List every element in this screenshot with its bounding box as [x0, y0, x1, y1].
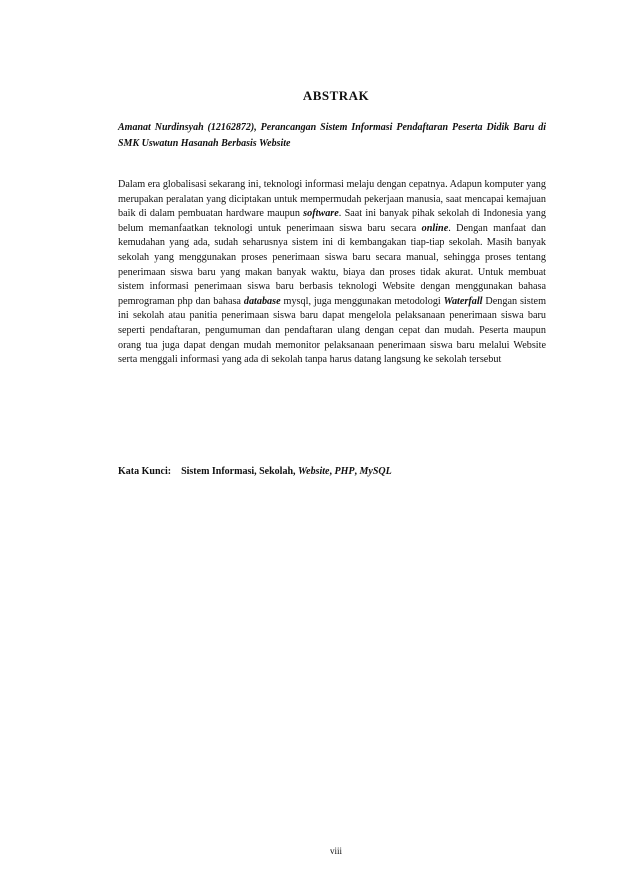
keyword-separator-2: , [354, 466, 357, 477]
abstract-emphasis-software: software [303, 208, 339, 220]
keyword-website: Website [298, 466, 330, 477]
keywords-plain: Sistem Informasi, Sekolah, [181, 466, 296, 477]
abstract-text-4: mysql, juga menggunakan metodologi [280, 295, 444, 307]
abstract-emphasis-database: database [243, 295, 281, 307]
keyword-mysql: MySQL [359, 466, 392, 477]
abstract-paragraph [118, 178, 546, 368]
thesis-title: Perancangan Sistem Informasi Pendaftaran Peserta Didik Baru di SMK Uswatun Hasanah Berbasis Website [118, 122, 547, 149]
abstract-emphasis-waterfall: Waterfall [443, 295, 483, 307]
author-name-id: Amanat Nurdinsyah (12162872), [118, 122, 257, 133]
keywords-line [118, 465, 546, 479]
abstract-text-3: . Dengan manfaat dan kemudahan yang ada, sudah seharusnya sistem ini di kembangakan tiap-tiap sekolah. Masih banyak sekolah yang menggunakan proses penerimaan siswa baru secara manual, sehingga proses tentang penerimaan siswa baru yang makan banyak waktu, biaya dan proses tidak akurat. Untuk membuat sistem informasi penerimaan siswa baru berbasis teknologi Website dengan menggunakan bahasa pemrograman php dan bahasa [118, 222, 547, 307]
keyword-separator-1: , [329, 466, 332, 477]
abstract-emphasis-online: online [421, 222, 449, 234]
page-number: viii [329, 846, 342, 856]
abstract-text-5: Dengan sistem ini sekolah atau panitia penerimaan siswa baru dapat mengelola pelaksanaan penerimaan siswa baru seperti pendaftaran, pengumuman dan pendaftaran ulang dengan cepat dan mudah. Peserta maupun orang tua juga dapat dengan mudah memonitor pelaksanaan penerimaan siswa baru melalui Website serta menggali informasi yang ada di sekolah tanpa harus datang langsung ke sekolah tersebut [118, 295, 546, 366]
keyword-php: PHP [334, 466, 355, 477]
abstract-text-2: . Saat ini banyak pihak sekolah di Indonesia yang belum memanfaatkan teknologi untuk penerimaan siswa baru secara [118, 208, 546, 234]
abstract-text-1: Dalam era globalisasi sekarang ini, teknologi informasi melaju dengan cepatnya. Adapun komputer yang merupakan peralatan yang diciptakan untuk mempermudah pekerjaan manusia, saat mencapai kemajuan baik di dalam pembuatan hardware maupun [118, 179, 546, 220]
page-title: ABSTRAK [302, 88, 370, 103]
keywords-label: Kata Kunci: [118, 466, 172, 477]
author-citation [118, 120, 546, 152]
